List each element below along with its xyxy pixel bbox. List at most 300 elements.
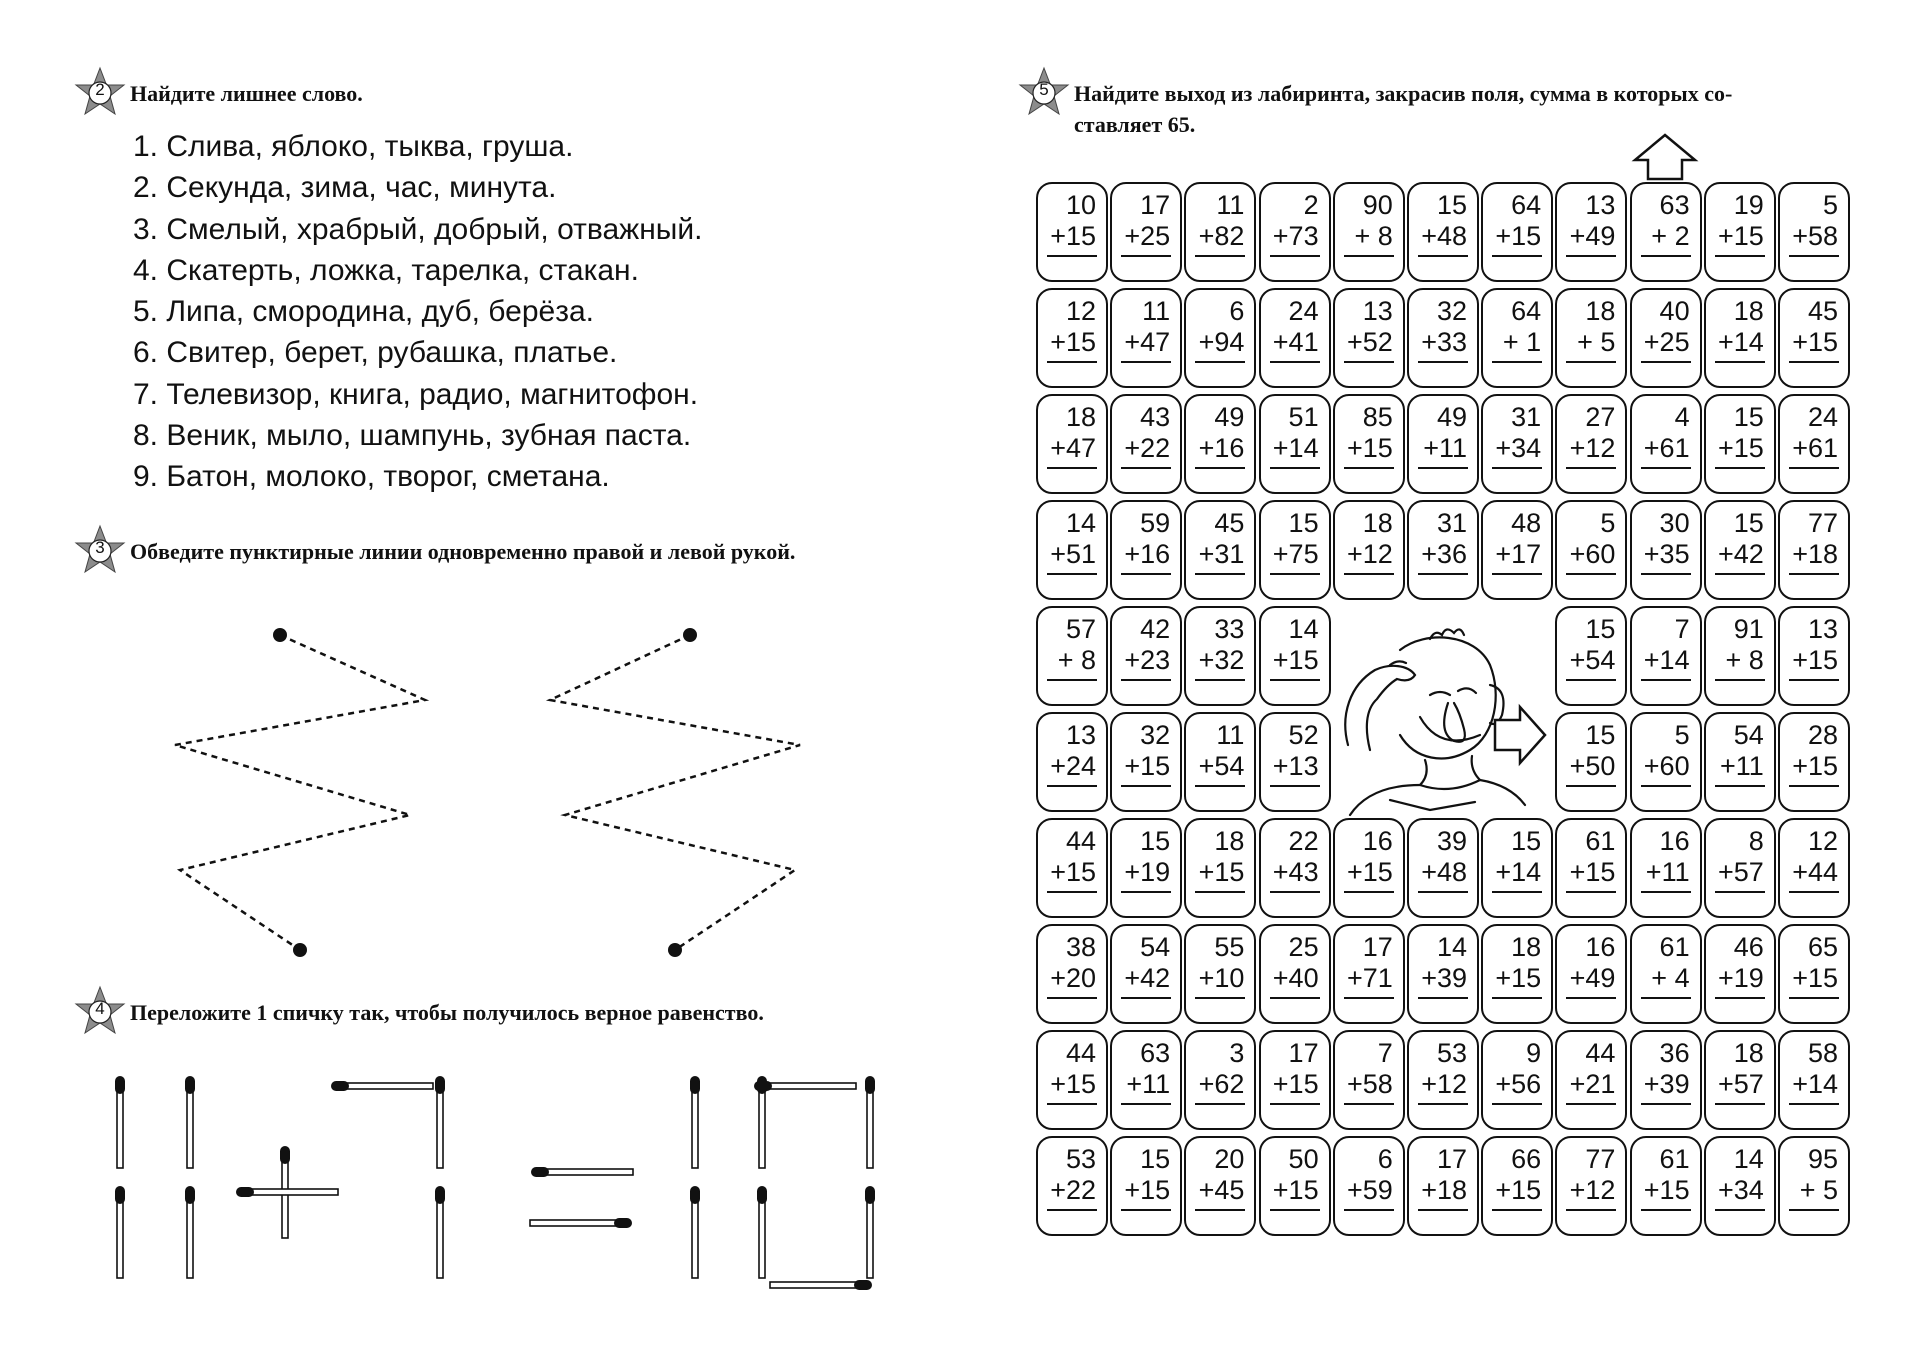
maze-cell[interactable]: [1630, 500, 1702, 600]
maze-cell[interactable]: [1704, 182, 1776, 282]
sum-line: [1418, 891, 1468, 893]
maze-cell-addend-2: +15: [1346, 857, 1393, 887]
maze-cell[interactable]: [1184, 394, 1256, 494]
maze-cell[interactable]: [1704, 1030, 1776, 1130]
maze-cell[interactable]: [1555, 712, 1627, 812]
maze-cell[interactable]: [1036, 818, 1108, 918]
maze-cell[interactable]: [1407, 182, 1479, 282]
maze-cell-addend-2: +71: [1346, 963, 1393, 993]
maze-cell-addend-2: +11: [1720, 751, 1764, 781]
maze-cell[interactable]: [1481, 394, 1553, 494]
maze-cell-addend-2: + 8: [1057, 645, 1096, 675]
maze-cell[interactable]: [1704, 606, 1776, 706]
maze-cell[interactable]: [1333, 818, 1405, 918]
maze-cell-addend-2: +16: [1124, 539, 1171, 569]
maze-cell-addend-2: +47: [1124, 327, 1171, 357]
maze-cell-addend-1: 50: [1288, 1144, 1319, 1174]
sum-line: [1641, 785, 1691, 787]
maze-cell-addend-2: +50: [1569, 751, 1616, 781]
maze-cell-addend-2: +94: [1198, 327, 1245, 357]
maze-cell[interactable]: [1555, 606, 1627, 706]
maze-cell-addend-2: + 5: [1799, 1175, 1838, 1205]
maze-cell-addend-1: 13: [1362, 296, 1393, 326]
maze-cell-addend-1: 54: [1733, 720, 1764, 750]
maze-cell[interactable]: [1555, 182, 1627, 282]
maze-cell[interactable]: [1555, 500, 1627, 600]
maze-cell-addend-2: +15: [1717, 433, 1764, 463]
matchstick-digit-1: [185, 1076, 195, 1278]
maze-cell-addend-1: 7: [1377, 1038, 1393, 1068]
maze-cell-addend-1: 22: [1288, 826, 1319, 856]
maze-cell[interactable]: [1110, 288, 1182, 388]
maze-cell[interactable]: [1407, 924, 1479, 1024]
odd-word-item: 5. Липа, смородина, дуб, берёза.: [133, 295, 594, 329]
maze-cell-addend-2: +22: [1050, 1175, 1096, 1205]
maze-cell-addend-1: 28: [1807, 720, 1838, 750]
sum-line: [1566, 255, 1616, 257]
odd-word-item: 7. Телевизор, книга, радио, магнитофон.: [133, 377, 699, 411]
maze-cell-addend-1: 61: [1659, 1144, 1690, 1174]
maze-cell-addend-2: +15: [1272, 1175, 1319, 1205]
sum-line: [1047, 467, 1097, 469]
thinking-man-illustration: [1330, 625, 1560, 825]
maze-cell[interactable]: [1184, 606, 1256, 706]
sum-line: [1418, 997, 1468, 999]
maze-cell[interactable]: [1036, 606, 1108, 706]
maze-cell[interactable]: [1110, 1136, 1182, 1236]
maze-cell-addend-2: +57: [1717, 1069, 1764, 1099]
sum-line: [1121, 1209, 1171, 1211]
maze-cell-addend-1: 15: [1585, 614, 1616, 644]
maze-cell-addend-2: +15: [1124, 1175, 1171, 1205]
maze-cell-addend-1: 15: [1140, 1144, 1171, 1174]
maze-cell-addend-2: +56: [1495, 1069, 1542, 1099]
maze-cell[interactable]: [1481, 500, 1553, 600]
maze-cell[interactable]: [1481, 182, 1553, 282]
maze-cell-addend-1: 15: [1140, 826, 1171, 856]
maze-cell-addend-1: 5: [1674, 720, 1690, 750]
maze-cell[interactable]: [1184, 712, 1256, 812]
maze-cell[interactable]: [1184, 924, 1256, 1024]
maze-cell[interactable]: [1036, 924, 1108, 1024]
maze-cell[interactable]: [1333, 1030, 1405, 1130]
maze-cell[interactable]: [1184, 288, 1256, 388]
maze-cell[interactable]: [1184, 818, 1256, 918]
maze-cell-addend-2: + 2: [1651, 221, 1690, 251]
maze-cell[interactable]: [1036, 500, 1108, 600]
odd-word-item: 3. Смелый, храбрый, добрый, отважный.: [133, 212, 703, 246]
maze-cell[interactable]: [1778, 606, 1850, 706]
exercise-number: 3: [95, 538, 105, 557]
sum-line: [1195, 467, 1245, 469]
sum-line: [1715, 679, 1765, 681]
maze-cell-addend-1: 59: [1140, 508, 1171, 538]
maze-cell-addend-1: 44: [1065, 1038, 1096, 1068]
maze-cell-addend-2: +57: [1717, 857, 1764, 887]
exercise-5-header: [1016, 66, 1732, 140]
maze-cell-addend-1: 42: [1140, 614, 1171, 644]
maze-cell-addend-1: 6: [1377, 1144, 1393, 1174]
sum-line: [1715, 255, 1765, 257]
maze-cell-addend-1: 8: [1748, 826, 1764, 856]
maze-cell[interactable]: [1110, 818, 1182, 918]
maze-cell[interactable]: [1704, 924, 1776, 1024]
sum-line: [1195, 361, 1245, 363]
maze-cell-addend-1: 49: [1214, 402, 1245, 432]
maze-cell[interactable]: [1184, 1136, 1256, 1236]
sum-line: [1566, 467, 1616, 469]
maze-cell[interactable]: [1481, 924, 1553, 1024]
maze-cell[interactable]: [1110, 182, 1182, 282]
maze-cell-addend-1: 12: [1807, 826, 1838, 856]
maze-cell-addend-1: 17: [1140, 190, 1171, 220]
exercise-5-title: [1074, 66, 1732, 140]
maze-cell[interactable]: [1630, 1136, 1702, 1236]
maze-cell[interactable]: [1110, 394, 1182, 494]
maze-cell-addend-2: +13: [1272, 751, 1319, 781]
odd-word-item: 4. Скатерть, ложка, тарелка, стакан.: [133, 253, 639, 287]
sum-line: [1121, 679, 1171, 681]
maze-cell[interactable]: [1259, 288, 1331, 388]
maze-cell-addend-1: 2: [1303, 190, 1319, 220]
maze-cell-addend-2: +59: [1346, 1175, 1393, 1205]
maze-cell-addend-2: +58: [1792, 221, 1838, 251]
maze-cell[interactable]: [1036, 1136, 1108, 1236]
sum-line: [1270, 785, 1320, 787]
maze-cell-addend-2: +15: [1569, 857, 1616, 887]
maze-cell[interactable]: [1555, 818, 1627, 918]
sum-line: [1344, 573, 1394, 575]
maze-cell[interactable]: [1481, 818, 1553, 918]
maze-cell[interactable]: [1036, 182, 1108, 282]
matchstick-digit-1: [690, 1076, 700, 1278]
maze-cell[interactable]: [1481, 288, 1553, 388]
maze-cell-addend-2: +12: [1569, 433, 1616, 463]
maze-cell-addend-1: 16: [1659, 826, 1690, 856]
maze-cell[interactable]: [1407, 288, 1479, 388]
maze-cell-addend-1: 13: [1585, 190, 1616, 220]
maze-cell-addend-1: 48: [1511, 508, 1542, 538]
maze-cell[interactable]: [1481, 1136, 1553, 1236]
maze-cell[interactable]: [1630, 924, 1702, 1024]
maze-cell-addend-1: 13: [1065, 720, 1096, 750]
sum-line: [1789, 891, 1839, 893]
maze-cell-addend-2: +19: [1124, 857, 1171, 887]
maze-cell-addend-1: 5: [1822, 190, 1838, 220]
left-start-dot: [273, 628, 287, 642]
maze-cell[interactable]: [1630, 712, 1702, 812]
maze-cell[interactable]: [1407, 394, 1479, 494]
maze-cell[interactable]: [1704, 818, 1776, 918]
sum-line: [1715, 361, 1765, 363]
maze-cell-addend-2: +11: [1423, 433, 1467, 463]
maze-cell[interactable]: [1704, 500, 1776, 600]
maze-cell-addend-2: +15: [1495, 1175, 1542, 1205]
maze-cell[interactable]: [1555, 394, 1627, 494]
maze-cell-addend-2: +15: [1050, 857, 1096, 887]
maze-cell[interactable]: [1407, 818, 1479, 918]
sum-line: [1789, 467, 1839, 469]
maze-cell-addend-2: + 8: [1725, 645, 1764, 675]
exercise-2-header: [72, 66, 363, 122]
maze-exit-up-arrow-icon: [1630, 132, 1700, 182]
maze-cell-addend-1: 18: [1065, 402, 1096, 432]
maze-cell-addend-2: +12: [1569, 1175, 1616, 1205]
maze-cell[interactable]: [1259, 1136, 1331, 1236]
maze-cell-addend-2: +15: [1792, 645, 1838, 675]
maze-cell-addend-1: 11: [1216, 190, 1245, 220]
maze-cell-addend-2: +45: [1198, 1175, 1245, 1205]
maze-cell-addend-2: +15: [1792, 963, 1838, 993]
maze-cell[interactable]: [1778, 288, 1850, 388]
maze-cell[interactable]: [1333, 288, 1405, 388]
maze-cell[interactable]: [1259, 818, 1331, 918]
sum-line: [1047, 997, 1097, 999]
maze-cell-addend-1: 3: [1229, 1038, 1245, 1068]
maze-cell-addend-2: +10: [1198, 963, 1245, 993]
maze-cell[interactable]: [1778, 500, 1850, 600]
maze-cell-addend-2: +82: [1198, 221, 1245, 251]
maze-cell-addend-1: 15: [1436, 190, 1467, 220]
maze-cell[interactable]: [1630, 818, 1702, 918]
maze-cell[interactable]: [1407, 1136, 1479, 1236]
maze-cell[interactable]: [1704, 394, 1776, 494]
maze-cell[interactable]: [1778, 1030, 1850, 1130]
maze-cell-addend-2: +32: [1198, 645, 1245, 675]
maze-cell[interactable]: [1555, 1136, 1627, 1236]
sum-line: [1121, 1103, 1171, 1105]
maze-cell-addend-1: 31: [1436, 508, 1467, 538]
maze-cell-addend-1: 31: [1511, 402, 1542, 432]
sum-line: [1418, 573, 1468, 575]
maze-cell-addend-1: 13: [1807, 614, 1838, 644]
maze-cell[interactable]: [1110, 924, 1182, 1024]
maze-cell-addend-1: 64: [1511, 296, 1542, 326]
maze-cell-addend-1: 45: [1807, 296, 1838, 326]
sum-line: [1270, 467, 1320, 469]
sum-line: [1789, 997, 1839, 999]
right-end-dot: [668, 943, 682, 957]
maze-cell-addend-2: +42: [1124, 963, 1171, 993]
sum-line: [1715, 891, 1765, 893]
sum-line: [1641, 361, 1691, 363]
maze-cell-addend-1: 27: [1585, 402, 1616, 432]
sum-line: [1641, 255, 1691, 257]
maze-cell[interactable]: [1184, 500, 1256, 600]
sum-line: [1492, 361, 1542, 363]
maze-cell[interactable]: [1778, 1136, 1850, 1236]
maze-cell[interactable]: [1184, 1030, 1256, 1130]
maze-cell[interactable]: [1555, 288, 1627, 388]
maze-cell-addend-1: 30: [1659, 508, 1690, 538]
maze-cell-addend-2: +11: [1645, 857, 1690, 887]
maze-cell[interactable]: [1259, 394, 1331, 494]
maze-cell[interactable]: [1036, 712, 1108, 812]
maze-cell[interactable]: [1630, 182, 1702, 282]
sum-line: [1047, 1103, 1097, 1105]
maze-cell-addend-1: 4: [1674, 402, 1690, 432]
sum-line: [1344, 361, 1394, 363]
sum-line: [1121, 467, 1171, 469]
sum-line: [1195, 255, 1245, 257]
maze-cell[interactable]: [1778, 818, 1850, 918]
maze-cell-addend-2: +43: [1272, 857, 1319, 887]
maze-cell[interactable]: [1630, 288, 1702, 388]
maze-cell[interactable]: [1333, 500, 1405, 600]
maze-cell-addend-1: 64: [1511, 190, 1542, 220]
maze-cell[interactable]: [1259, 712, 1331, 812]
maze-cell-addend-2: + 1: [1502, 327, 1542, 357]
maze-cell-addend-1: 55: [1214, 932, 1245, 962]
maze-cell[interactable]: [1259, 924, 1331, 1024]
odd-word-item: 9. Батон, молоко, творог, сметана.: [133, 460, 610, 494]
sum-line: [1047, 891, 1097, 893]
maze-cell-addend-2: +58: [1346, 1069, 1393, 1099]
maze-cell-addend-1: 63: [1140, 1038, 1171, 1068]
sum-line: [1641, 573, 1691, 575]
maze-cell-addend-1: 14: [1436, 932, 1467, 962]
exercise-4-title: Переложите 1 спичку так, чтобы получилось верное равенство.: [130, 1000, 764, 1025]
maze-cell[interactable]: [1333, 1136, 1405, 1236]
odd-word-item: 6. Свитер, берет, рубашка, платье.: [133, 336, 618, 370]
maze-cell-addend-1: 5: [1600, 508, 1616, 538]
sum-line: [1047, 1209, 1097, 1211]
maze-cell-addend-1: 77: [1585, 1144, 1616, 1174]
sum-line: [1789, 785, 1839, 787]
maze-cell-addend-1: 53: [1436, 1038, 1467, 1068]
maze-cell-addend-2: +14: [1717, 327, 1764, 357]
maze-cell[interactable]: [1704, 288, 1776, 388]
maze-cell[interactable]: [1036, 394, 1108, 494]
maze-cell-addend-2: + 8: [1354, 221, 1393, 251]
maze-cell-addend-1: 18: [1362, 508, 1393, 538]
maze-cell[interactable]: [1778, 182, 1850, 282]
sum-line: [1270, 997, 1320, 999]
sum-line: [1492, 997, 1542, 999]
maze-cell[interactable]: [1259, 182, 1331, 282]
maze-cell[interactable]: [1555, 1030, 1627, 1130]
maze-cell-addend-2: +42: [1717, 539, 1764, 569]
maze-cell[interactable]: [1778, 924, 1850, 1024]
maze-cell[interactable]: [1778, 394, 1850, 494]
maze-cell-addend-1: 77: [1807, 508, 1838, 538]
maze-cell-addend-2: +15: [1643, 1175, 1690, 1205]
maze-cell[interactable]: [1036, 1030, 1108, 1130]
maze-cell-addend-2: +15: [1124, 751, 1171, 781]
sum-line: [1047, 573, 1097, 575]
maze-cell[interactable]: [1630, 606, 1702, 706]
maze-cell-addend-2: +16: [1198, 433, 1245, 463]
maze-cell-addend-2: +15: [1717, 221, 1764, 251]
maze-cell-addend-2: +31: [1198, 539, 1245, 569]
odd-word-item: 8. Веник, мыло, шампунь, зубная паста.: [133, 419, 692, 453]
maze-cell[interactable]: [1333, 924, 1405, 1024]
maze-cell-addend-2: +60: [1643, 751, 1690, 781]
maze-cell[interactable]: [1630, 1030, 1702, 1130]
maze-cell[interactable]: [1407, 500, 1479, 600]
maze-cell[interactable]: [1704, 712, 1776, 812]
sum-line: [1566, 1103, 1616, 1105]
sum-line: [1121, 997, 1171, 999]
maze-cell-addend-2: +61: [1792, 433, 1838, 463]
maze-cell[interactable]: [1407, 1030, 1479, 1130]
exercise-4-header: [72, 985, 764, 1041]
maze-cell[interactable]: [1333, 394, 1405, 494]
exercise-3-header: [72, 524, 795, 580]
sum-line: [1492, 1103, 1542, 1105]
maze-cell-addend-2: +15: [1792, 327, 1838, 357]
maze-cell-addend-1: 46: [1733, 932, 1764, 962]
maze-cell[interactable]: [1704, 1136, 1776, 1236]
maze-cell[interactable]: [1110, 606, 1182, 706]
maze-cell-addend-1: 63: [1659, 190, 1690, 220]
maze-cell-addend-2: + 5: [1577, 327, 1616, 357]
sum-line: [1641, 997, 1691, 999]
maze-cell-addend-2: +14: [1495, 857, 1542, 887]
maze-cell-addend-1: 16: [1362, 826, 1393, 856]
sum-line: [1418, 361, 1468, 363]
maze-cell-addend-2: +49: [1569, 963, 1616, 993]
maze-cell[interactable]: [1036, 288, 1108, 388]
odd-word-item: 2. Секунда, зима, час, минута.: [133, 171, 557, 205]
maze-cell[interactable]: [1630, 394, 1702, 494]
maze-cell[interactable]: [1259, 1030, 1331, 1130]
maze-cell-addend-2: +14: [1792, 1069, 1838, 1099]
sum-line: [1566, 573, 1616, 575]
maze-cell[interactable]: [1259, 606, 1331, 706]
sum-line: [1047, 255, 1097, 257]
maze-cell-addend-1: 7: [1674, 614, 1690, 644]
maze-cell-addend-1: 52: [1288, 720, 1319, 750]
sum-line: [1195, 785, 1245, 787]
maze-cell-addend-1: 40: [1659, 296, 1690, 326]
maze-cell-addend-2: +15: [1495, 963, 1542, 993]
sum-line: [1789, 1103, 1839, 1105]
maze-cell-addend-1: 57: [1065, 614, 1096, 644]
maze-cell-addend-2: +14: [1643, 645, 1690, 675]
maze-cell[interactable]: [1184, 182, 1256, 282]
maze-cell-addend-1: 18: [1733, 296, 1764, 326]
maze-cell-addend-1: 17: [1436, 1144, 1467, 1174]
maze-cell[interactable]: [1110, 500, 1182, 600]
maze-cell[interactable]: [1110, 712, 1182, 812]
sum-line: [1195, 679, 1245, 681]
sum-line: [1344, 1103, 1394, 1105]
sum-line: [1047, 361, 1097, 363]
sum-line: [1270, 255, 1320, 257]
maze-cell[interactable]: [1110, 1030, 1182, 1130]
maze-cell-addend-2: + 4: [1651, 963, 1690, 993]
maze-cell-addend-2: +48: [1421, 857, 1467, 887]
matchstick-plus-sign: [236, 1146, 338, 1238]
sum-line: [1195, 1103, 1245, 1105]
maze-cell[interactable]: [1259, 500, 1331, 600]
sum-line: [1344, 1209, 1394, 1211]
maze-cell[interactable]: [1778, 712, 1850, 812]
maze-cell[interactable]: [1333, 182, 1405, 282]
maze-cell[interactable]: [1481, 1030, 1553, 1130]
maze-cell-addend-2: +52: [1346, 327, 1393, 357]
maze-cell-addend-1: 65: [1807, 932, 1838, 962]
maze-cell[interactable]: [1555, 924, 1627, 1024]
maze-cell-addend-2: +18: [1792, 539, 1838, 569]
maze-cell-addend-2: +47: [1050, 433, 1096, 463]
sum-line: [1344, 467, 1394, 469]
left-dotted-zigzag: [175, 635, 425, 950]
sum-line: [1121, 891, 1171, 893]
maze-cell-addend-2: +40: [1272, 963, 1319, 993]
maze-cell-addend-2: +15: [1272, 1069, 1319, 1099]
